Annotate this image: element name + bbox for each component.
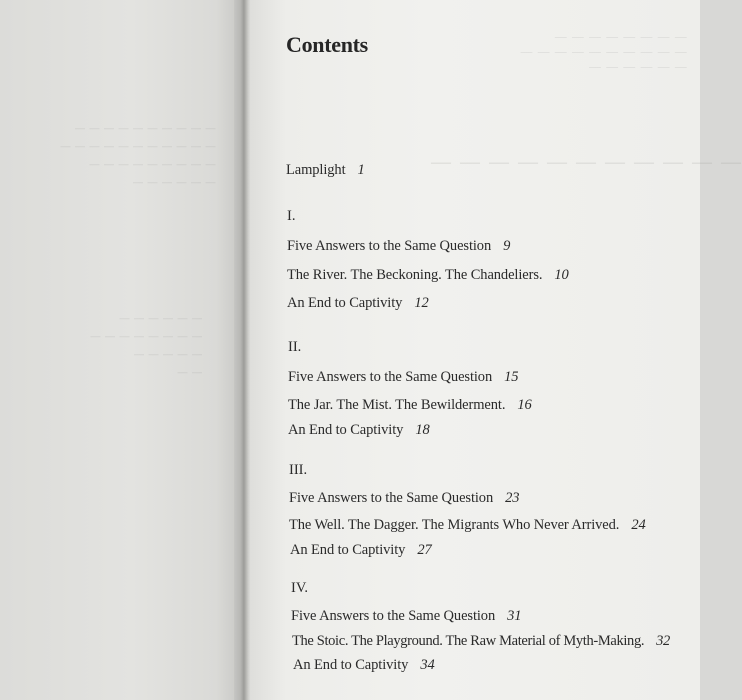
entry-label: Lamplight <box>286 162 346 178</box>
show-through-text: — — — — — — — — — — — — — — — — — — — — — — — — <box>520 30 688 75</box>
page-number: 15 <box>504 369 519 385</box>
toc-entry <box>288 397 532 414</box>
page-number: 12 <box>414 295 429 311</box>
toc-entry <box>287 295 429 312</box>
page-number: 31 <box>507 608 522 624</box>
page-number: 9 <box>503 238 511 254</box>
toc-entry <box>287 267 569 284</box>
entry-label: The River. The Beckoning. The Chandeliers. <box>287 267 543 283</box>
toc-entry <box>292 633 670 650</box>
page-number: 16 <box>517 397 532 413</box>
entry-label: The Well. The Dagger. The Migrants Who Never Arrived. <box>289 517 620 533</box>
entry-label: Five Answers to the Same Question <box>291 608 496 624</box>
entry-label: The Stoic. The Playground. The Raw Material of Myth-Making. <box>292 633 645 649</box>
page-number: 24 <box>631 517 646 533</box>
entry-label: An End to Captivity <box>293 657 409 673</box>
section-numeral: IV. <box>291 580 309 596</box>
toc-entry <box>289 517 646 534</box>
page-title: Contents <box>286 32 368 57</box>
toc-entry <box>291 608 521 625</box>
entry-label: An End to Captivity <box>290 542 406 558</box>
page-number: 10 <box>554 267 569 283</box>
toc-entry-lamplight <box>286 162 365 179</box>
section-numeral: II. <box>288 339 302 355</box>
entry-label: The Jar. The Mist. The Bewilderment. <box>288 397 506 413</box>
show-through-text: — — — — — — — — — — — <box>430 150 742 175</box>
show-through-text: — — — — — — — — — — — — — — — — — — — — — <box>90 312 203 379</box>
page-number: 34 <box>420 657 435 673</box>
page-number: 27 <box>417 542 432 558</box>
toc-entry <box>289 490 519 507</box>
entry-label: Five Answers to the Same Question <box>287 238 492 254</box>
page-number: 1 <box>357 162 365 178</box>
toc-entry <box>288 422 430 439</box>
section-numeral: III. <box>289 462 308 478</box>
toc-entry <box>287 238 510 255</box>
toc-entry <box>290 542 432 559</box>
entry-label: Five Answers to the Same Question <box>289 490 494 506</box>
toc-entry <box>288 369 518 386</box>
show-through-text: — — — — — — — — — — — — — — — — — — — — — — — — — — — — — — — — — — — — <box>60 122 216 189</box>
toc-entry <box>293 657 435 674</box>
page-number: 18 <box>415 422 430 438</box>
section-numeral: I. <box>287 208 296 224</box>
entry-label: An End to Captivity <box>288 422 404 438</box>
page-number: 23 <box>505 490 520 506</box>
entry-label: An End to Captivity <box>287 295 403 311</box>
page-number: 32 <box>656 633 670 649</box>
entry-label: Five Answers to the Same Question <box>288 369 493 385</box>
